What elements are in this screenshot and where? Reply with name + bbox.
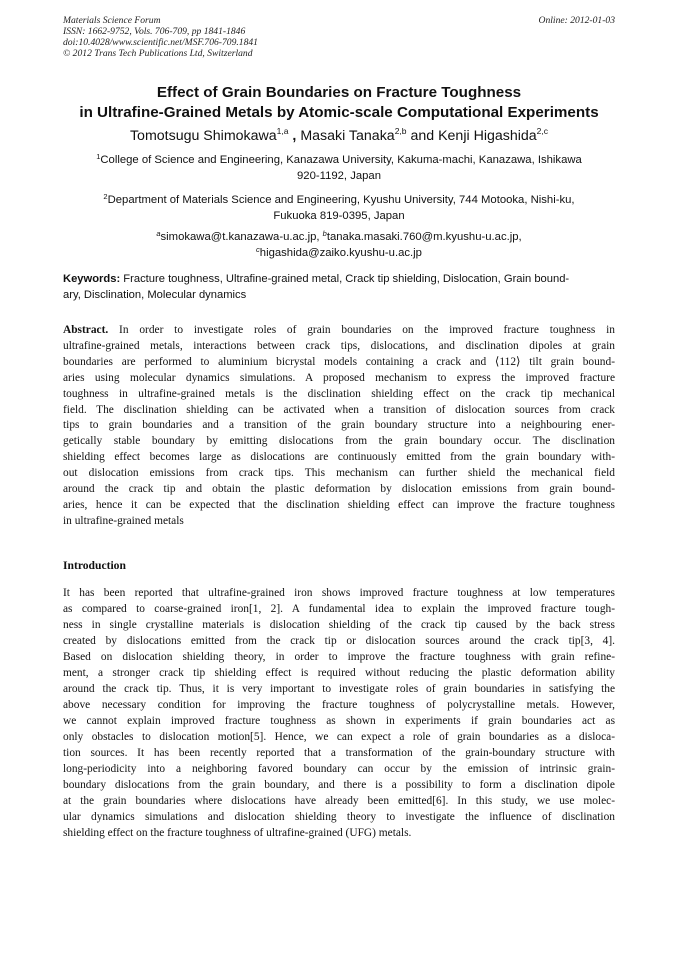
affiliation-text: Fukuoka 819-0395, Japan [273, 210, 405, 222]
abstract-label: Abstract. [63, 324, 109, 336]
email-mark: c [256, 245, 260, 254]
issn-line: ISSN: 1662-9752, Vols. 706-709, pp 1841-1846 [63, 26, 246, 37]
keywords-text: Fracture toughness, Ultrafine-grained metal, Crack tip shielding, Dislocation, Grain bound- [120, 273, 570, 285]
journal-name: Materials Science Forum [63, 15, 161, 26]
introduction-line: at the grain boundaries where dislocations have already been emitted[6]. In this study, we use molec- [63, 795, 615, 807]
introduction-line: ular dynamics simulations and dislocation shielding theory to investigate the influence of disclination [63, 811, 615, 823]
author-name: Masaki Tanaka [300, 128, 395, 144]
journal-header [63, 15, 615, 59]
abstract-block [63, 323, 615, 530]
introduction-line: ment, a stronger crack tip shielding effect is required without reducing the plastic deformation ability [63, 667, 615, 679]
introduction-line: Based on dislocation shielding theory, in order to improve the fracture toughness with grain refine- [63, 651, 615, 663]
abstract-line: In order to investigate roles of grain boundaries on the improved fracture toughness in [108, 324, 615, 336]
abstract-line: tips to grain boundaries and a transition of the grain boundary structure into a neighbouring ener- [63, 419, 615, 432]
affiliation-text: Department of Materials Science and Engineering, Kyushu University, 744 Motooka, Nishi-ku, [107, 194, 575, 206]
introduction-line: boundary dislocations from the grain boundary, and there is a possibility to form a disclination dipole [63, 779, 615, 791]
introduction-line: tion sources. It has been recently reported that a transformation of the grain-boundary structure with [63, 747, 615, 759]
author-name: Kenji Higashida [438, 128, 537, 144]
introduction-line: around the crack tip. Thus, it is very important to investigate roles of grain boundaries in satisfying the [63, 683, 615, 695]
copyright-line: © 2012 Trans Tech Publications Ltd, Switzerland [63, 48, 253, 59]
introduction-line: as compared to coarse-grained iron[1, 2]. A fundamental idea to explain the improved fracture tough- [63, 603, 615, 615]
abstract-line: aries using molecular dynamics simulations. A proposed mechanism to express the improved fracture [63, 371, 615, 384]
affiliation-2 [58, 192, 620, 224]
email-mark: a [156, 229, 161, 238]
title-line-1: Effect of Grain Boundaries on Fracture Toughness [156, 84, 522, 101]
abstract-line: aries, hence it can be expected that the disclination shielding effect can improve the fracture toughness [63, 498, 615, 511]
keywords-block [63, 271, 619, 303]
introduction-line: shielding effect on the fracture toughness of ultrafine-grained (UFG) metals. [63, 827, 412, 839]
doi-line: doi:10.4028/www.scientific.net/MSF.706-709.1841 [63, 37, 258, 48]
abstract-line: shielding effect becomes large as dislocations are continuously emitted from the grain boundary with- [63, 451, 615, 464]
abstract-line: around the crack tip and obtain the plastic deformation by dislocation emissions from grain bound- [63, 483, 615, 496]
affiliation-mark: 2 [103, 192, 108, 201]
introduction-line: It has been reported that ultrafine-grained iron shows improved fracture toughness at low temperatures [63, 587, 615, 599]
author-affiliation-mark: 2,b [394, 126, 407, 136]
abstract-line: field. The disclination shielding can be activated when a transition of dislocation sources from crack [63, 403, 615, 416]
affiliation-mark: 1 [96, 152, 101, 161]
online-date: Online: 2012-01-03 [538, 15, 615, 26]
email-mark: b [322, 229, 327, 238]
introduction-line: long-periodicity into a neighboring favored boundary can occur by the emission of intrinsic grain- [63, 763, 615, 775]
email-list [58, 229, 620, 261]
email-address[interactable]: simokawa@t.kanazawa-u.ac.jp, [160, 231, 323, 243]
introduction-line: ness in single crystalline materials is dislocation shielding of the crack tip caused by the back stress [63, 619, 615, 631]
author-name: Tomotsugu Shimokawa [129, 128, 277, 144]
abstract-line: toughness in ultrafine-grained metals is the disclination shielding effect on the crack tip mechanical [63, 387, 615, 400]
email-address[interactable]: tanaka.masaki.760@m.kyushu-u.ac.jp, [326, 231, 522, 243]
introduction-line: only obstacles to dislocation motion[5]. Hence, we can expect a role of grain boundaries as a disloca- [63, 731, 615, 743]
abstract-line: getically stable boundary by emitting dislocations from the grain boundary occur. The disclination [63, 435, 615, 448]
introduction-heading: Introduction [63, 559, 126, 572]
paper-title [40, 83, 638, 123]
keywords-label: Keywords: [63, 273, 121, 285]
introduction-body [63, 585, 615, 841]
affiliation-text: 920-1192, Japan [297, 170, 381, 182]
author-affiliation-mark: 1,a [276, 126, 289, 136]
introduction-line: created by dislocations emitted from the crack tip or dislocation sources around the crack tip[3, 4]. [63, 635, 615, 647]
abstract-line: ultrafine-grained metals, interactions between crack tips, dislocations, and disclination dipoles at grain [63, 339, 615, 352]
introduction-line: we cannot explain improved fracture toughness as shown in experiments if grain boundaries act as [63, 715, 615, 727]
author-separator: and [406, 128, 439, 144]
introduction-line: above necessary condition for improving the fracture toughness of polycrystalline metals. However, [63, 699, 615, 711]
keywords-text: ary, Disclination, Molecular dynamics [63, 289, 247, 301]
affiliation-text: College of Science and Engineering, Kanazawa University, Kakuma-machi, Kanazawa, Ishikawa [100, 154, 582, 166]
author-list [40, 127, 638, 145]
abstract-line: boundaries are performed to aluminium bicrystal models containing a crack and ⟨112⟩ tilt grain bound- [63, 355, 615, 368]
email-address[interactable]: higashida@zaiko.kyushu-u.ac.jp [259, 247, 422, 259]
abstract-line: in ultrafine-grained metals [63, 514, 184, 527]
abstract-line: out dislocation emissions from crack tips. This mechanism can further shield the mechanical field [63, 467, 615, 480]
title-line-2: in Ultrafine-Grained Metals by Atomic-scale Computational Experiments [79, 104, 599, 121]
author-separator: , [288, 128, 301, 144]
affiliation-1 [58, 152, 620, 184]
author-affiliation-mark: 2,c [536, 126, 549, 136]
